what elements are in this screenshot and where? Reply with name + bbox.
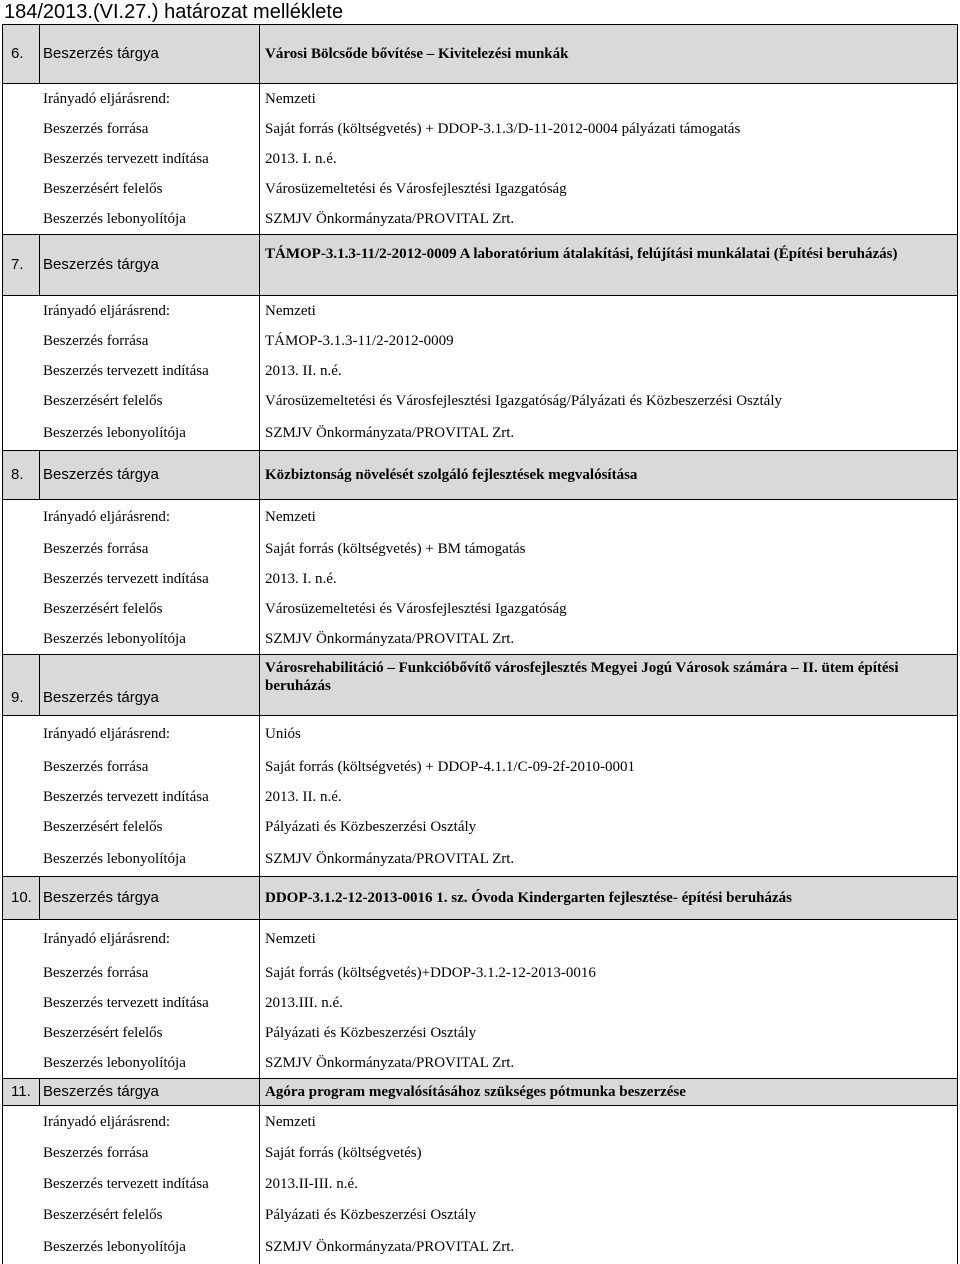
organizer-label: Beszerzés lebonyolítója: [43, 631, 186, 647]
section-10-organizer-row: [2, 1048, 958, 1078]
source-label: Beszerzés forrása: [43, 333, 149, 349]
start-label: Beszerzés tervezett indítása: [43, 571, 209, 587]
responsible-label: Beszerzésért felelős: [43, 181, 163, 197]
source-label: Beszerzés forrása: [43, 759, 149, 775]
responsible-value: Városüzemeltetési és Városfejlesztési Igazgatóság: [265, 181, 567, 197]
section-7-start-row: [2, 356, 958, 386]
procedure-value: Nemzeti: [265, 1114, 316, 1130]
section-6-responsible-row: [2, 174, 958, 204]
section-number: 7.: [11, 256, 24, 273]
start-value: 2013. I. n.é.: [265, 151, 337, 167]
section-9-organizer-row: [2, 842, 958, 876]
procedure-value: Uniós: [265, 726, 301, 742]
organizer-value: SZMJV Önkormányzata/PROVITAL Zrt.: [265, 631, 515, 647]
section-10-procedure-row: [2, 920, 958, 958]
responsible-value: Városüzemeltetési és Városfejlesztési Igazgatóság/Pályázati és Közbeszerzési Osztály: [265, 393, 783, 409]
subject-value: Városrehabilitáció – Funkcióbővítő városfejlesztés Megyei Jogú Városok számára – II. ütem építési beruházás: [265, 660, 899, 694]
procedure-label: Irányadó eljárásrend:: [43, 931, 171, 947]
source-label: Beszerzés forrása: [43, 965, 149, 981]
section-7-responsible-row: [2, 386, 958, 416]
organizer-label: Beszerzés lebonyolítója: [43, 425, 186, 441]
subject-label: Beszerzés tárgya: [43, 889, 159, 906]
section-8-procedure-row: [2, 500, 958, 534]
responsible-label: Beszerzésért felelős: [43, 1025, 163, 1041]
section-6-source-row: [2, 114, 958, 144]
source-value: Saját forrás (költségvetés) + DDOP-3.1.3/D-11-2012-0004 pályázati támogatás: [265, 121, 741, 137]
organizer-value: SZMJV Önkormányzata/PROVITAL Zrt.: [265, 1055, 515, 1071]
section-11-source-row: [2, 1138, 958, 1168]
source-value: Saját forrás (költségvetés) + BM támogatás: [265, 541, 526, 557]
section-6-subject-row: [2, 24, 958, 84]
subject-label: Beszerzés tárgya: [43, 256, 159, 273]
responsible-label: Beszerzésért felelős: [43, 1207, 163, 1223]
section-10-subject-row: [2, 876, 958, 920]
responsible-value: Városüzemeltetési és Városfejlesztési Igazgatóság: [265, 601, 567, 617]
source-value: Saját forrás (költségvetés) + DDOP-4.1.1/C-09-2f-2010-0001: [265, 759, 636, 775]
responsible-value: Pályázati és Közbeszerzési Osztály: [265, 819, 477, 835]
source-value: Saját forrás (költségvetés)+DDOP-3.1.2-12-2013-0016: [265, 965, 596, 981]
section-number: 6.: [11, 45, 24, 62]
section-7-procedure-row: [2, 296, 958, 326]
section-11-subject-row: [2, 1078, 958, 1106]
section-11-organizer-row: [2, 1230, 958, 1264]
organizer-value: SZMJV Önkormányzata/PROVITAL Zrt.: [265, 1239, 515, 1255]
procedure-value: Nemzeti: [265, 303, 316, 319]
subject-value: TÁMOP-3.1.3-11/2-2012-0009 A laboratórium átalakítási, felújítási munkálatai (Építési beruházás): [265, 246, 898, 262]
subject-label: Beszerzés tárgya: [43, 466, 159, 483]
start-value: 2013. II. n.é.: [265, 363, 342, 379]
responsible-label: Beszerzésért felelős: [43, 393, 163, 409]
section-number: 10.: [11, 889, 32, 906]
section-6-organizer-row: [2, 204, 958, 234]
responsible-value: Pályázati és Közbeszerzési Osztály: [265, 1025, 477, 1041]
source-value: TÁMOP-3.1.3-11/2-2012-0009: [265, 333, 454, 349]
start-label: Beszerzés tervezett indítása: [43, 995, 209, 1011]
organizer-value: SZMJV Önkormányzata/PROVITAL Zrt.: [265, 211, 515, 227]
procurement-table: [2, 24, 958, 1264]
section-8-responsible-row: [2, 594, 958, 624]
section-9-subject-row: [2, 654, 958, 716]
subject-value: Közbiztonság növelését szolgáló fejlesztések megvalósítása: [265, 467, 638, 483]
procedure-label: Irányadó eljárásrend:: [43, 509, 171, 525]
section-number: 11.: [11, 1083, 31, 1100]
source-value: Saját forrás (költségvetés): [265, 1145, 422, 1161]
organizer-value: SZMJV Önkormányzata/PROVITAL Zrt.: [265, 851, 515, 867]
procedure-label: Irányadó eljárásrend:: [43, 91, 171, 107]
procedure-value: Nemzeti: [265, 509, 316, 525]
section-number: 9.: [11, 689, 24, 706]
section-8-subject-row: [2, 450, 958, 500]
start-value: 2013. I. n.é.: [265, 571, 337, 587]
start-value: 2013. II. n.é.: [265, 789, 342, 805]
responsible-value: Pályázati és Közbeszerzési Osztály: [265, 1207, 477, 1223]
section-7-source-row: [2, 326, 958, 356]
section-7-organizer-row: [2, 416, 958, 450]
section-11-responsible-row: [2, 1200, 958, 1230]
procedure-label: Irányadó eljárásrend:: [43, 303, 171, 319]
section-9-start-row: [2, 782, 958, 812]
document-title: 184/2013.(VI.27.) határozat melléklete: [4, 1, 344, 23]
start-label: Beszerzés tervezett indítása: [43, 151, 209, 167]
organizer-label: Beszerzés lebonyolítója: [43, 1055, 186, 1071]
subject-label: Beszerzés tárgya: [43, 689, 159, 706]
source-label: Beszerzés forrása: [43, 541, 149, 557]
section-9-responsible-row: [2, 812, 958, 842]
section-10-responsible-row: [2, 1018, 958, 1048]
subject-value: Agóra program megvalósításához szükséges pótmunka beszerzése: [265, 1084, 686, 1100]
subject-value: DDOP-3.1.2-12-2013-0016 1. sz. Óvoda Kindergarten fejlesztése- építési beruházás: [265, 890, 792, 906]
responsible-label: Beszerzésért felelős: [43, 819, 163, 835]
section-number: 8.: [11, 466, 24, 483]
procedure-value: Nemzeti: [265, 91, 316, 107]
section-9-procedure-row: [2, 716, 958, 752]
start-value: 2013.II-III. n.é.: [265, 1176, 358, 1192]
start-value: 2013.III. n.é.: [265, 995, 343, 1011]
procedure-label: Irányadó eljárásrend:: [43, 1114, 171, 1130]
procedure-label: Irányadó eljárásrend:: [43, 726, 171, 742]
start-label: Beszerzés tervezett indítása: [43, 789, 209, 805]
section-8-organizer-row: [2, 624, 958, 654]
organizer-label: Beszerzés lebonyolítója: [43, 1239, 186, 1255]
section-10-source-row: [2, 958, 958, 988]
organizer-label: Beszerzés lebonyolítója: [43, 211, 186, 227]
section-6-start-row: [2, 144, 958, 174]
section-11-start-row: [2, 1168, 958, 1200]
organizer-value: SZMJV Önkormányzata/PROVITAL Zrt.: [265, 425, 515, 441]
section-6-procedure-row: [2, 84, 958, 114]
section-7-subject-row: [2, 234, 958, 296]
procedure-value: Nemzeti: [265, 931, 316, 947]
section-9-source-row: [2, 752, 958, 782]
section-8-start-row: [2, 564, 958, 594]
section-11-procedure-row: [2, 1106, 958, 1138]
subject-label: Beszerzés tárgya: [43, 1083, 159, 1100]
responsible-label: Beszerzésért felelős: [43, 601, 163, 617]
organizer-label: Beszerzés lebonyolítója: [43, 851, 186, 867]
subject-label: Beszerzés tárgya: [43, 45, 159, 62]
start-label: Beszerzés tervezett indítása: [43, 363, 209, 379]
section-8-source-row: [2, 534, 958, 564]
source-label: Beszerzés forrása: [43, 1145, 149, 1161]
source-label: Beszerzés forrása: [43, 121, 149, 137]
subject-value: Városi Bölcsőde bővítése – Kivitelezési munkák: [265, 46, 569, 62]
section-10-start-row: [2, 988, 958, 1018]
start-label: Beszerzés tervezett indítása: [43, 1176, 209, 1192]
